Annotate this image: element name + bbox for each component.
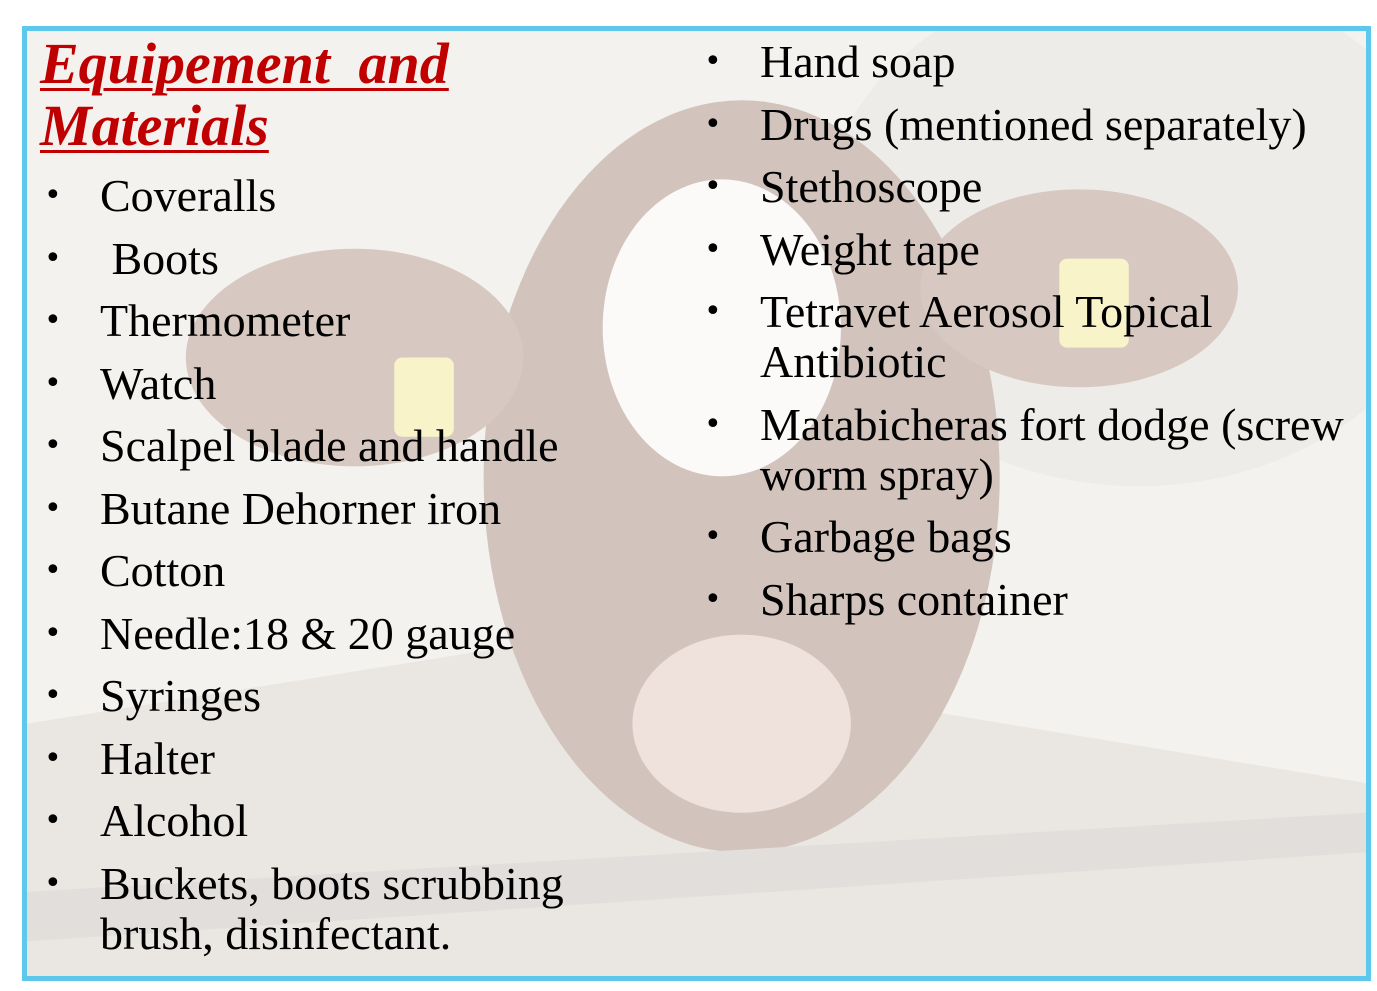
list-item	[704, 512, 1344, 562]
bullet-icon: •	[44, 365, 62, 401]
list-item	[704, 575, 1344, 625]
bullet-icon: •	[704, 406, 722, 442]
title-line-1: Equipement and	[40, 31, 449, 96]
bullet-icon: •	[44, 178, 62, 213]
bullet-icon: •	[44, 240, 62, 276]
list-item	[704, 287, 1344, 387]
list-item-text: Sharps container	[760, 573, 1068, 625]
bullet-icon: •	[704, 581, 722, 617]
bullet-icon: •	[704, 519, 722, 554]
list-item-text: Buckets, boots scrubbing brush, disinfectant.	[100, 857, 564, 959]
list-item-text: Hand soap	[760, 36, 956, 87]
list-item-text: Boots	[100, 232, 219, 284]
list-item	[44, 421, 644, 471]
bullet-icon: •	[704, 294, 722, 329]
list-item-text: Alcohol	[100, 795, 249, 846]
equipment-list-right	[704, 37, 1344, 637]
list-item	[704, 400, 1344, 500]
list-item	[44, 359, 644, 409]
list-item-text: Watch	[100, 357, 217, 409]
list-item	[704, 37, 1344, 87]
bullet-icon: •	[44, 740, 62, 776]
list-item-text: Scalpel blade and handle	[100, 420, 559, 471]
bullet-icon: •	[44, 865, 62, 901]
list-item	[44, 796, 644, 846]
list-item-text: Thermometer	[100, 295, 351, 346]
list-item-text: Halter	[100, 732, 215, 784]
list-item	[44, 171, 644, 221]
bullet-icon: •	[704, 231, 722, 267]
list-item-text: Cotton	[100, 545, 226, 596]
bullet-icon: •	[704, 169, 722, 204]
bullet-icon: •	[44, 678, 62, 713]
list-item	[44, 671, 644, 721]
list-item	[44, 484, 644, 534]
list-item	[704, 100, 1344, 150]
list-item-text: Weight tape	[760, 223, 980, 275]
bullet-icon: •	[44, 490, 62, 526]
list-item	[44, 859, 644, 959]
bullet-icon: •	[44, 553, 62, 588]
bullet-icon: •	[704, 106, 722, 142]
bullet-icon: •	[44, 428, 62, 463]
list-item	[44, 546, 644, 596]
list-item	[704, 225, 1344, 275]
slide-frame	[22, 26, 1371, 981]
bullet-icon: •	[44, 803, 62, 838]
slide-title	[40, 33, 449, 157]
list-item-text: Butane Dehorner iron	[100, 482, 502, 534]
list-item-text: Stethoscope	[760, 161, 983, 212]
list-item-text: Matabicheras fort dodge (screw worm spray)	[760, 398, 1344, 500]
list-item	[44, 234, 644, 284]
list-item-text: Tetravet Aerosol Topical Antibiotic	[760, 286, 1213, 387]
list-item-text: Garbage bags	[760, 511, 1012, 562]
list-item-text: Needle:18 & 20 gauge	[100, 607, 516, 659]
list-item	[44, 734, 644, 784]
bullet-icon: •	[704, 44, 722, 79]
list-item	[44, 296, 644, 346]
list-item-text: Syringes	[100, 670, 261, 721]
list-item	[704, 162, 1344, 212]
title-line-2: Materials	[40, 93, 269, 158]
list-item-text: Drugs (mentioned separately)	[760, 98, 1307, 150]
list-item-text: Coveralls	[100, 170, 277, 221]
list-item	[44, 609, 644, 659]
equipment-list-left	[44, 171, 644, 971]
bullet-icon: •	[44, 615, 62, 651]
bullet-icon: •	[44, 303, 62, 338]
